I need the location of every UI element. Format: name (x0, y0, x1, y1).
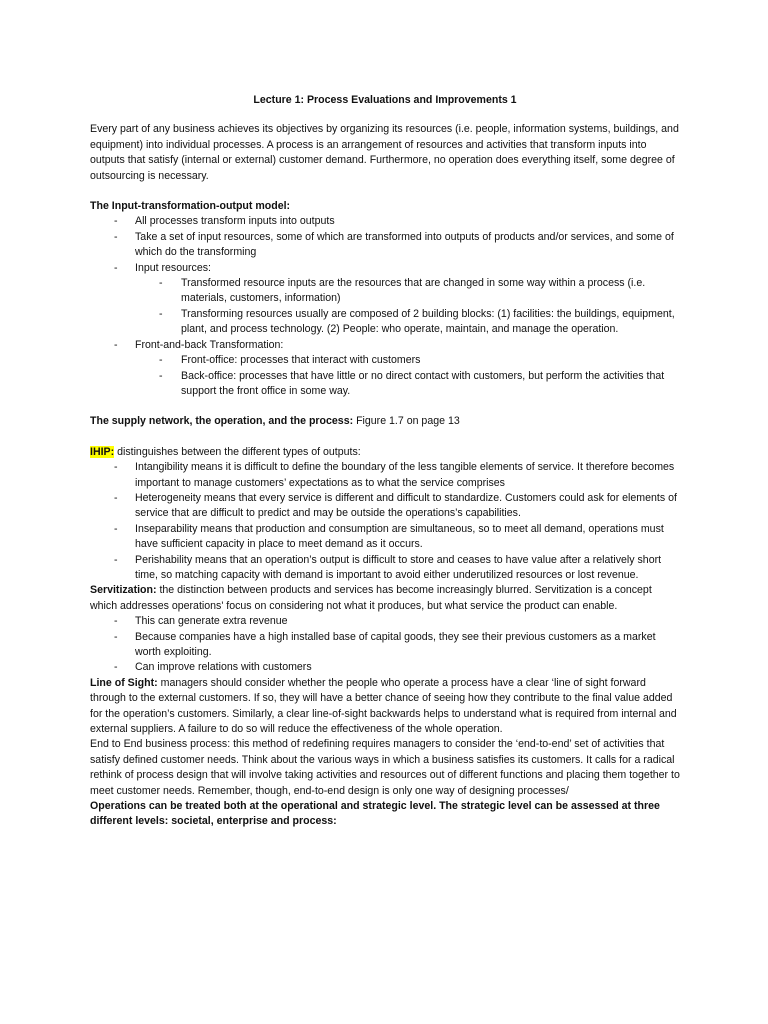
ihip-heading: IHIP: (90, 445, 115, 458)
document-title: Lecture 1: Process Evaluations and Improvements 1 (253, 94, 517, 106)
list-item: - Perishability means that an operation’s output is difficult to store and ceases to have value after a relatively short time, so matching capacity with demand is important to avoid either underutilized resources or lost revenue. (90, 553, 680, 584)
spacer (90, 399, 680, 414)
list-item: - Front-and-back Transformation: - Front-office: processes that interact with customers - Back-office: processes that have little or no direct contact with customers, but perform the activities that support the front office in some way. (90, 338, 680, 400)
list-item: - Take a set of input resources, some of which are transformed into outputs of products and/or services, and some of which do the transforming (90, 230, 680, 261)
supply-network-paragraph: The supply network, the operation, and the process: Figure 1.7 on page 13 (90, 415, 460, 428)
list-item: - Can improve relations with customers (90, 660, 680, 675)
ihip-paragraph: IHIP: distinguishes between the different types of outputs: (90, 445, 361, 458)
front-back-sublist (135, 353, 680, 399)
ihip-list (90, 460, 680, 583)
list-item: - Because companies have a high installed base of capital goods, they see their previous customers as a market worth exploiting. (90, 630, 680, 661)
document-page (90, 93, 680, 830)
input-resources-sublist (135, 276, 680, 338)
sub-list-item: - Front-office: processes that interact with customers (90, 353, 680, 368)
line-of-sight-paragraph: Line of Sight: managers should consider whether the people who operate a process have a clear ‘line of sight forward through to the external customers. If so, they will have a better chance of seeing how they contribute to the final value added for the operation’s customers. Similarly, a clear line-of-sight backwards helps to understand what is required from internal and external suppliers. A failure to do so will reduce the effectiveness of the whole operation. (90, 676, 677, 736)
list-item: - This can generate extra revenue (90, 614, 680, 629)
operations-paragraph: Operations can be treated both at the operational and strategic level. The strategic level can be assessed at three different levels: societal, enterprise and process: (90, 800, 660, 828)
spacer (90, 430, 680, 445)
list-item: - Inseparability means that production and consumption are simultaneous, so to meet all demand, operations must have sufficient capacity in place to meet demand as it occurs. (90, 522, 680, 553)
ito-heading: The Input-transformation-output model: (90, 200, 291, 213)
servitization-heading: Servitization: (90, 584, 157, 597)
servitization-list (90, 614, 680, 676)
list-item: - Intangibility means it is difficult to define the boundary of the less tangible elements of service. It therefore becomes important to manage customers’ expectations as to what the service comprises (90, 460, 680, 491)
list-item: - Input resources: - Transformed resource inputs are the resources that are changed in some way within a process (i.e. materials, customers, information) - Transforming resources usually are composed of 2 building blocks: (1) facilities: the buildings, equipment, plant, and process technology. (2) People: who operate, maintain, and manage the operation. (90, 261, 680, 338)
list-item: - Heterogeneity means that every service is different and difficult to standardize. Customers could ask for elements of service that are difficult to predict and may be outside the operations’s capabilities. (90, 491, 680, 522)
sub-list-item: - Transforming resources usually are composed of 2 building blocks: (1) facilities: the buildings, equipment, plant, and process technology. (2) People: who operate, maintain, and manage the operation. (90, 307, 680, 338)
line-of-sight-heading: Line of Sight: (90, 676, 158, 689)
list-item: - All processes transform inputs into outputs (90, 214, 680, 229)
supply-network-heading: The supply network, the operation, and the process: (90, 415, 354, 428)
ito-list (90, 214, 680, 399)
servitization-paragraph: Servitization: the distinction between products and services has become increasingly blurred. Servitization is a concept which addresses operations' focus on considering not what it produces, but what service the product can enable. (90, 584, 652, 612)
spacer (90, 184, 680, 199)
intro-paragraph: Every part of any business achieves its objectives by organizing its resources (i.e. people, information systems, buildings, and equipment) into individual processes. A process is an arrangement of resources and activities that transform inputs into outputs that satisfy (internal or external) customer demand. Furthermore, no operation does everything itself, some degree of outsourcing is necessary. (90, 123, 679, 182)
sub-list-item: - Back-office: processes that have little or no direct contact with customers, but perform the activities that support the front office in some way. (90, 369, 680, 400)
end-to-end-paragraph: End to End business process: this method of redefining requires managers to consider the ‘end-to-end’ set of activities that satisfy defined customer needs. Think about the various ways in which a business satisfies its customers. It calls for a radical rethink of process design that will involve taking activities and resources out of different functions and placing them together to meet customer needs. Remember, though, end-to-end design is only one way of designing processes/ (90, 738, 680, 797)
sub-list-item: - Transformed resource inputs are the resources that are changed in some way within a process (i.e. materials, customers, information) (90, 276, 680, 307)
